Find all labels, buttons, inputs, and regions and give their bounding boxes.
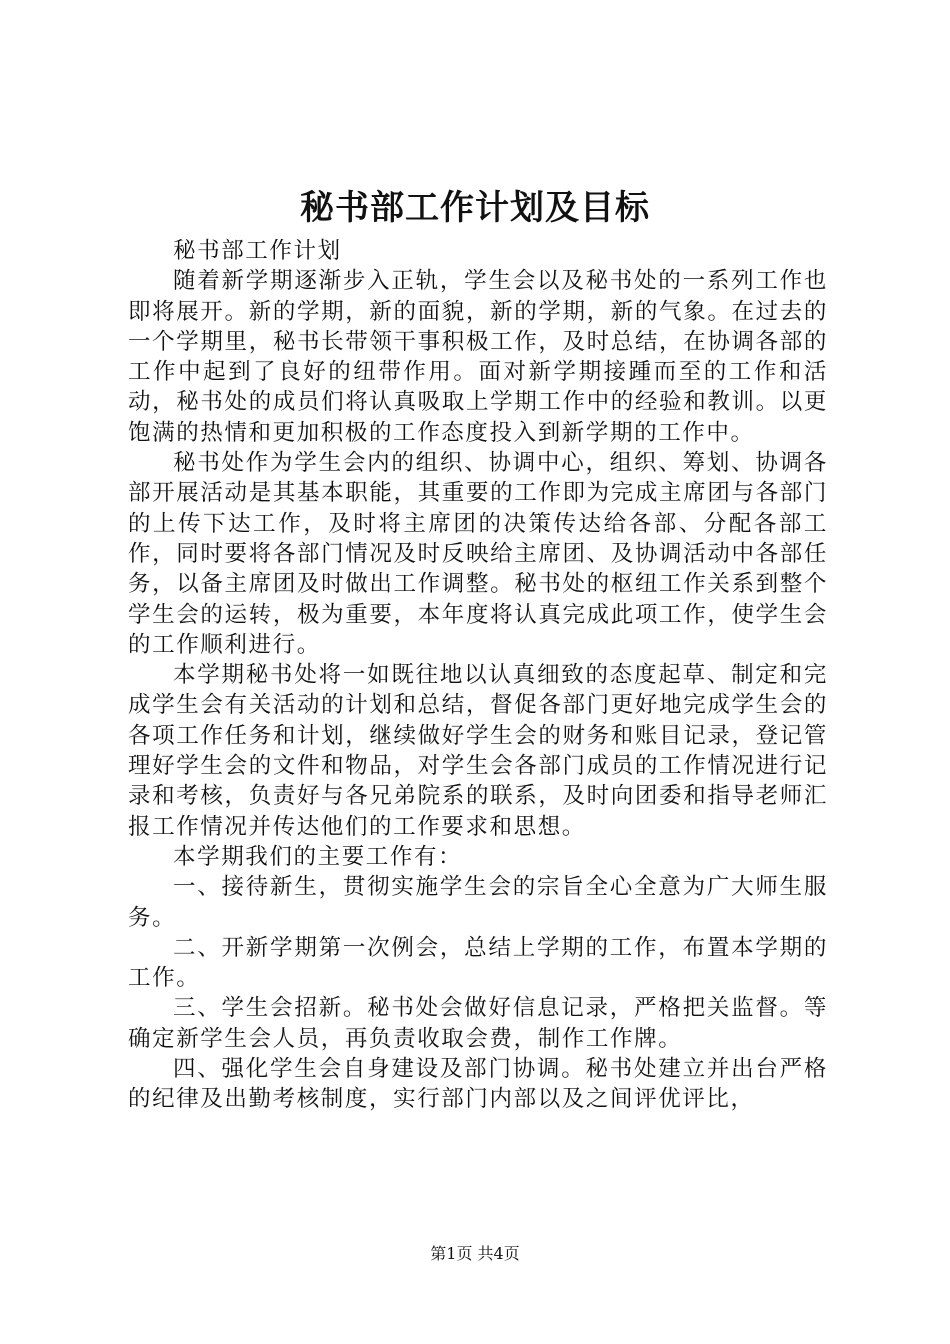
paragraph: 随着新学期逐渐步入正轨，学生会以及秘书处的一系列工作也即将展开。新的学期，新的面貌，新的学期，新的气象。在过去的一个学期里，秘书长带领干事积极工作，及时总结，在协调各部的工作中起到了良好的纽带作用。面对新学期接踵而至的工作和活动，秘书处的成员们将认真吸取上学期工作中的经验和教训。以更饱满的热情和更加积极的工作态度投入到新学期的工作中。 xyxy=(128,268,828,446)
section-heading: 秘书部工作计划 xyxy=(173,238,342,264)
paragraph: 本学期我们的主要工作有： xyxy=(173,843,463,870)
list-item: 四、强化学生会自身建设及部门协调。秘书处建立并出台严格的纪律及出勤考核制度，实行部门内部以及之间评优评比， xyxy=(128,1056,828,1113)
list-item: 二、开新学期第一次例会，总结上学期的工作，布置本学期的工作。 xyxy=(128,934,828,992)
page-footer: 第1页 共4页 xyxy=(430,1244,520,1263)
list-item: 三、学生会招新。秘书处会做好信息记录，严格把关监督。等确定新学生会人员，再负责收取会费，制作工作牌。 xyxy=(128,995,828,1052)
document-body xyxy=(128,236,828,1115)
paragraph: 秘书处作为学生会内的组织、协调中心，组织、筹划、协调各部开展活动是其基本职能，其重要的工作即为完成主席团与各部门的上传下达工作，及时将主席团的决策传达给各部、分配各部工作，同时要将各部门情况及时反映给主席团、及协调活动中各部任务，以备主席团及时做出工作调整。秘书处的枢纽工作关系到整个学生会的运转，极为重要，本年度将认真完成此项工作，使学生会的工作顺利进行。 xyxy=(128,450,828,658)
paragraph: 本学期秘书处将一如既往地以认真细致的态度起草、制定和完成学生会有关活动的计划和总结，督促各部门更好地完成学生会的各项工作任务和计划，继续做好学生会的财务和账目记录，登记管理好学生会的文件和物品，对学生会各部门成员的工作情况进行记录和考核，负责好与各兄弟院系的联系，及时向团委和指导老师汇报工作情况并传达他们的工作要求和思想。 xyxy=(128,662,828,840)
list-item: 一、接待新生，贯彻实施学生会的宗旨全心全意为广大师生服务。 xyxy=(128,874,828,931)
document-title: 秘书部工作计划及目标 xyxy=(300,188,650,228)
